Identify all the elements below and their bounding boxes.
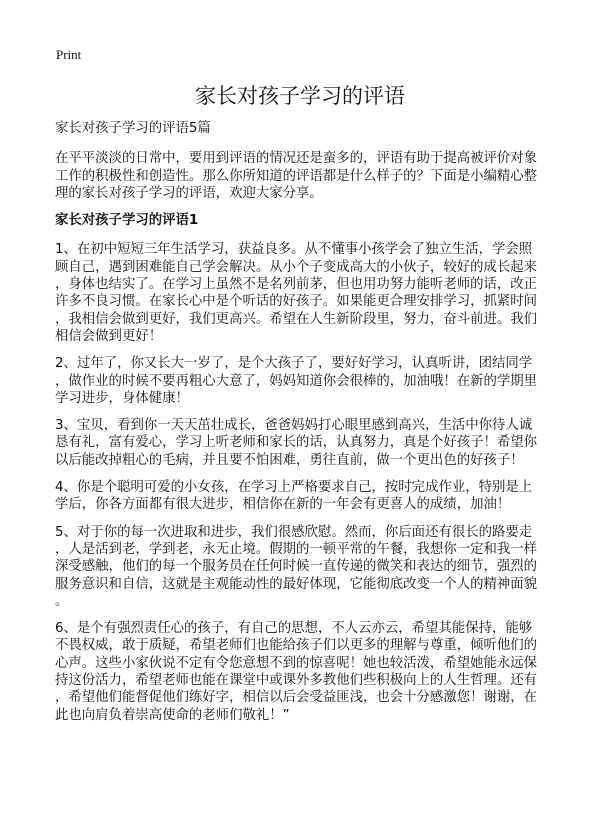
- text-line: 在平平淡淡的日常中，要用到评语的情况还是蛮多的，评语有助于提高被评价对象: [55, 151, 538, 167]
- text-line: 持这份活力，希望老师也能在课堂中或课外多教他们些积极向上的人生哲理。还有: [55, 673, 538, 689]
- print-link[interactable]: Print: [56, 47, 82, 62]
- text-line: 2、过年了，你又长大一岁了，是个大孩子了，要好好学习，认真听讲，团结同学: [55, 356, 533, 372]
- text-line: 以后能改掉粗心的毛病，并且要不怕困难，勇往直前，做一个更出色的好孩子！: [55, 452, 524, 468]
- comment-paragraph: [55, 355, 555, 407]
- text-line: 4、你是个聪明可爱的小女孩，在学习上严格要求自己，按时完成作业，特别是上: [55, 480, 533, 496]
- comment-paragraph: [55, 479, 555, 514]
- text-line: 工作的积极性和创造性。那么你所知道的评语都是什么样子的？下面是小编精心整: [55, 168, 538, 184]
- subtitle: 家长对孩子学习的评语5篇: [55, 121, 211, 136]
- intro-paragraph: [55, 150, 555, 202]
- text-line: 学习进步，身体健康！: [55, 390, 189, 406]
- text-line: 顾自己，遇到困难能自己学会解决。从小个子变成高大的小伙子，较好的成长起来: [55, 259, 538, 275]
- text-line: 此也向肩负着崇高使命的老师们敬礼！”: [55, 707, 290, 723]
- text-line: 深受感触，他们的每一个服务员在任何时候一直传递的微笑和表达的细节，强烈的: [55, 559, 538, 575]
- comment-paragraph: [55, 417, 555, 469]
- comment-paragraph: [55, 620, 555, 724]
- text-line: ，身体也结实了。在学习上虽然不是名列前茅，但也用功努力能听老师的话，改正: [55, 277, 538, 293]
- text-line: 理的家长对孩子学习的评语，欢迎大家分享。: [55, 185, 323, 201]
- text-line: 许多不良习惯。在家长心中是个听话的好孩子。如果能更合理安排学习，抓紧时间: [55, 294, 538, 310]
- text-line: 。: [55, 593, 69, 609]
- text-line: ，人是活到老，学到老，永无止境。假期的一顿平常的午餐，我想你一定和我一样: [55, 541, 538, 557]
- text-line: 恳有礼，富有爱心，学习上听老师和家长的话，认真努力，真是个好孩子！希望你: [55, 435, 538, 451]
- text-line: 学后，你各方面都有很大进步，相信你在新的一年会有更喜人的成绩，加油！: [55, 497, 511, 513]
- text-line: 相信会做到更好！: [55, 328, 163, 344]
- comment-paragraph: [55, 241, 555, 345]
- text-line: 5、对于你的每一次进取和进步，我们很感欣慰。然而，你后面还有很长的路要走: [55, 524, 533, 540]
- text-line: 3、宝贝，看到你一天天茁壮成长，爸爸妈妈打心眼里感到高兴，生活中你待人诚: [55, 418, 533, 434]
- page-title: 家长对孩子学习的评语: [195, 84, 405, 108]
- text-line: 6、是个有强烈责任心的孩子，有自己的思想，不人云亦云，希望其能保持，能够: [55, 621, 533, 637]
- text-line: ，做作业的时候不要再粗心大意了，妈妈知道你会很棒的，加油哦！在新的学期里: [55, 373, 538, 389]
- text-line: 心声。这些小家伙说不定有令您意想不到的惊喜呢！她也较活泼，希望她能永远保: [55, 655, 538, 671]
- text-line: 服务意识和自信，这就是主观能动性的最好体现，它能彻底改变一个人的精神面貌: [55, 576, 538, 592]
- text-line: 不畏权威，敢于质疑，希望老师们也能给孩子们以更多的理解与尊重，倾听他们的: [55, 638, 538, 654]
- article-body: [55, 120, 555, 734]
- text-line: ，希望他们能督促他们练好字，相信以后会受益匪浅，也会十分感激您！谢谢，在: [55, 690, 538, 706]
- text-line: 1、在初中短短三年生活学习，获益良多。从不懂事小孩学会了独立生活，学会照: [55, 242, 533, 258]
- section-heading: 家长对孩子学习的评语1: [55, 213, 199, 229]
- comment-paragraph: [55, 524, 555, 610]
- text-line: ，我相信会做到更好，我们更高兴。希望在人生新阶段里，努力，奋斗前进。我们: [55, 311, 538, 327]
